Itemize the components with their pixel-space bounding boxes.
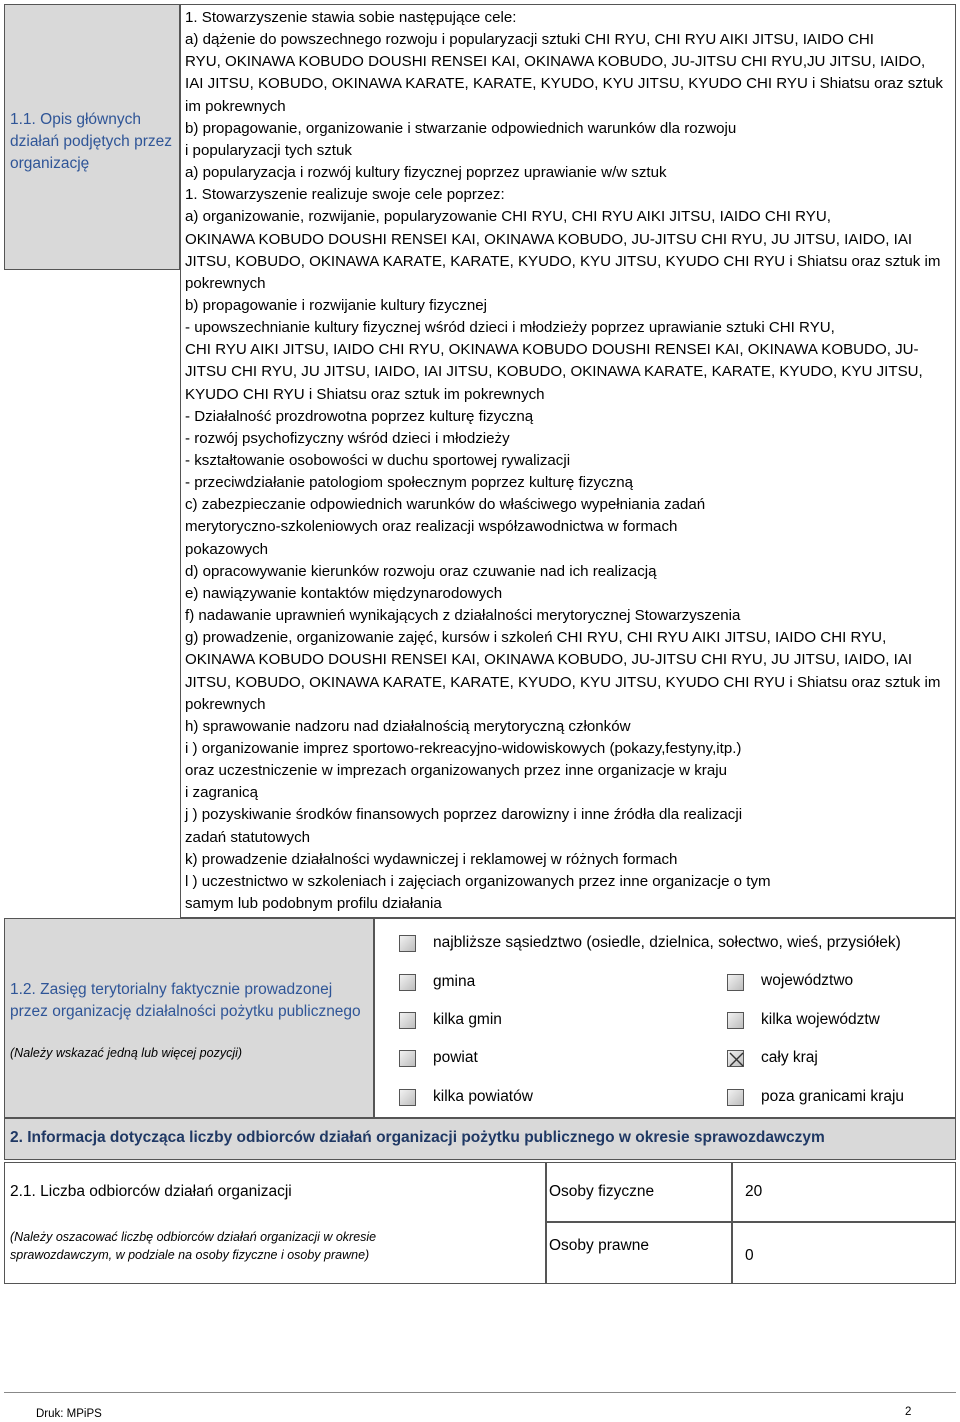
description-line: CHI RYU AIKI JITSU, IAIDO CHI RYU, OKINAWA KOBUDO DOUSHI RENSEI KAI, OKINAWA KOBUDO, JU-	[185, 341, 919, 359]
description-line: b) propagowanie i rozwijanie kultury fizycznej	[185, 296, 488, 314]
range-checkbox[interactable]	[727, 1012, 744, 1029]
recipients-value-cell-legal[interactable]	[732, 1222, 956, 1284]
range-option-label: powiat	[433, 1049, 478, 1066]
description-line: c) zabezpieczanie odpowiednich warunków do właściwego wypełniania zadań	[185, 496, 706, 514]
description-line: KYUDO CHI RYU i Shiatsu oraz sztuk im pokrewnych	[185, 385, 545, 403]
description-line: i ) organizowanie imprez sportowo-rekreacyjno-widowiskowych (pokazy,festyny,itp.)	[185, 739, 742, 757]
description-line: IAI JITSU, KOBUDO, OKINAWA KARATE, KARATE, KYUDO, KYU JITSU, KYUDO CHI RYU i Shiatsu oraz sztuk	[185, 75, 943, 93]
description-line: oraz uczestniczenie w imprezach organizowanych przez inne organizacje w kraju	[185, 762, 727, 780]
description-line: f) nadawanie uprawnień wynikających z działalności merytorycznej Stowarzyszenia	[185, 607, 741, 625]
range-checkbox[interactable]	[399, 1089, 416, 1106]
section-2-1-note: (Należy oszacować liczbę odbiorców działań organizacji w okresie sprawozdawczym, w podziale na osoby fizyczne i osoby prawne)	[10, 1230, 377, 1262]
description-line: - przeciwdziałanie patologiom społecznym poprzez kulturę fizyczną	[185, 474, 633, 492]
section-1-1-description	[180, 4, 956, 918]
range-checkbox[interactable]	[399, 935, 416, 952]
recipients-label-cell-natural	[546, 1162, 732, 1222]
description-line: im pokrewnych	[185, 97, 286, 115]
range-option-label: gmina	[433, 973, 476, 990]
description-line: a) popularyzacja i rozwój kultury fizycznej poprzez uprawianie w/w sztuk	[185, 164, 667, 182]
range-option-label: najbliższe sąsiedztwo (osiedle, dzielnica, sołectwo, wieś, przysiółek)	[433, 934, 901, 951]
description-line: RYU, OKINAWA KOBUDO DOUSHI RENSEI KAI, OKINAWA KOBUDO, JU-JITSU CHI RYU,JU JITSU, IAIDO,	[185, 53, 926, 71]
description-line: OKINAWA KOBUDO DOUSHI RENSEI KAI, OKINAWA KOBUDO, JU-JITSU CHI RYU, JU JITSU, IAIDO, IAI	[185, 651, 913, 669]
description-line: - rozwój psychofizyczny wśród dzieci i młodzieży	[185, 429, 510, 447]
description-line: j ) pozyskiwanie środków finansowych poprzez darowizny i inne źródła dla realizacji	[185, 806, 743, 824]
description-line: JITSU, KOBUDO, OKINAWA KARATE, KARATE, KYUDO, KYU JITSU, KYUDO CHI RYU i Shiatsu oraz sztuk im	[185, 673, 941, 691]
check-mark-icon	[728, 1051, 745, 1068]
description-line: zadań statutowych	[185, 828, 311, 846]
description-line: g) prowadzenie, organizowanie zajęć, kursów i szkoleń CHI RYU, CHI RYU AIKI JITSU, IAIDO CHI RYU,	[185, 629, 887, 647]
description-line: h) sprawowanie nadzoru nad działalnością merytoryczną członków	[185, 717, 631, 735]
description-line: samym lub podobnym profilu działania	[185, 895, 442, 912]
section-2-title: 2. Informacja dotycząca liczby odbiorców działań organizacji pożytku publicznego w okresie sprawozdawczym	[10, 1129, 825, 1146]
section-1-2-title: 1.2. Zasięg terytorialny faktycznie prowadzonej przez organizację działalności pożytku publicznego	[10, 981, 361, 1020]
footer-print-label: Druk: MPiPS	[36, 1408, 102, 1420]
description-line: pokrewnych	[185, 274, 266, 292]
recipients-value-legal: 0	[745, 1247, 754, 1264]
range-option-label: kilka gmin	[433, 1011, 502, 1028]
description-line: k) prowadzenie działalności wydawniczej i reklamowej w różnych formach	[185, 850, 678, 868]
section-2-1-title: 2.1. Liczba odbiorców działań organizacji	[10, 1183, 292, 1200]
description-line: d) opracowywanie kierunków rozwoju oraz czuwanie nad ich realizacją	[185, 562, 657, 580]
section-1-1-label-cell	[4, 4, 180, 270]
recipients-value-natural: 20	[745, 1183, 763, 1200]
range-checkbox[interactable]	[399, 974, 416, 991]
range-option-label: cały kraj	[761, 1049, 818, 1066]
description-line: a) dążenie do powszechnego rozwoju i popularyzacji sztuki CHI RYU, CHI RYU AIKI JITSU, IAIDO CHI	[185, 31, 874, 49]
range-option-label: kilka województw	[761, 1011, 880, 1028]
description-line: a) organizowanie, rozwijanie, popularyzowanie CHI RYU, CHI RYU AIKI JITSU, IAIDO CHI RYU,	[185, 208, 831, 226]
description-line: OKINAWA KOBUDO DOUSHI RENSEI KAI, OKINAWA KOBUDO, JU-JITSU CHI RYU, JU JITSU, IAIDO, IAI	[185, 230, 913, 248]
description-line: i zagranicą	[185, 784, 258, 802]
description-line: 1. Stowarzyszenie realizuje swoje cele poprzez:	[185, 186, 505, 204]
description-line: - upowszechnianie kultury fizycznej wśród dzieci i młodzieży poprzez uprawianie sztuki CHI RYU,	[185, 319, 835, 337]
section-1-2-label-cell	[4, 918, 374, 1118]
section-2-1-label-cell	[4, 1162, 546, 1284]
recipients-label-cell-legal	[546, 1222, 732, 1284]
section-1-2-note: (Należy wskazać jedną lub więcej pozycji)	[10, 1046, 243, 1060]
section-2-header	[4, 1118, 956, 1160]
range-checkbox[interactable]	[727, 1050, 744, 1067]
description-line: l ) uczestnictwo w szkoleniach i zajęciach organizowanych przez inne organizacje o tym	[185, 872, 771, 890]
description-line: e) nawiązywanie kontaktów międzynarodowych	[185, 584, 503, 602]
range-option-label: kilka powiatów	[433, 1088, 533, 1105]
footer-rule	[4, 1392, 956, 1393]
section-1-1-label: 1.1. Opis głównych działań podjętych przez organizację	[10, 111, 172, 172]
description-line: pokazowych	[185, 540, 269, 558]
description-line: - Działalność prozdrowotna poprzez kulturę fizyczną	[185, 407, 534, 425]
description-line: b) propagowanie, organizowanie i stwarzanie odpowiednich warunków dla rozwoju	[185, 119, 737, 137]
range-option-label: województwo	[761, 972, 854, 989]
description-line: JITSU, KOBUDO, OKINAWA KARATE, KARATE, KYUDO, KYU JITSU, KYUDO CHI RYU i Shiatsu oraz sztuk im	[185, 252, 941, 270]
territorial-range-options	[374, 918, 956, 1118]
description-line: 1. Stowarzyszenie stawia sobie następujące cele:	[185, 9, 517, 26]
recipients-value-cell-natural[interactable]	[732, 1162, 956, 1222]
recipients-label-natural: Osoby fizyczne	[549, 1183, 655, 1200]
range-checkbox[interactable]	[399, 1012, 416, 1029]
description-line: pokrewnych	[185, 695, 266, 713]
description-line: - kształtowanie osobowości w duchu sportowej rywalizacji	[185, 452, 571, 469]
range-checkbox[interactable]	[727, 1089, 744, 1106]
description-line: i popularyzacji tych sztuk	[185, 141, 352, 159]
range-option-label: poza granicami kraju	[761, 1088, 905, 1105]
range-checkbox[interactable]	[399, 1050, 416, 1067]
description-line: JITSU CHI RYU, JU JITSU, IAIDO, IAI JITSU, KOBUDO, OKINAWA KARATE, KARATE, KYUDO, KYU JITSU,	[185, 363, 923, 381]
description-line: merytoryczno-szkoleniowych oraz realizacji współzawodnictwa w formach	[185, 518, 678, 536]
range-checkbox[interactable]	[727, 974, 744, 991]
page-number: 2	[905, 1406, 912, 1418]
recipients-label-legal: Osoby prawne	[549, 1237, 649, 1254]
